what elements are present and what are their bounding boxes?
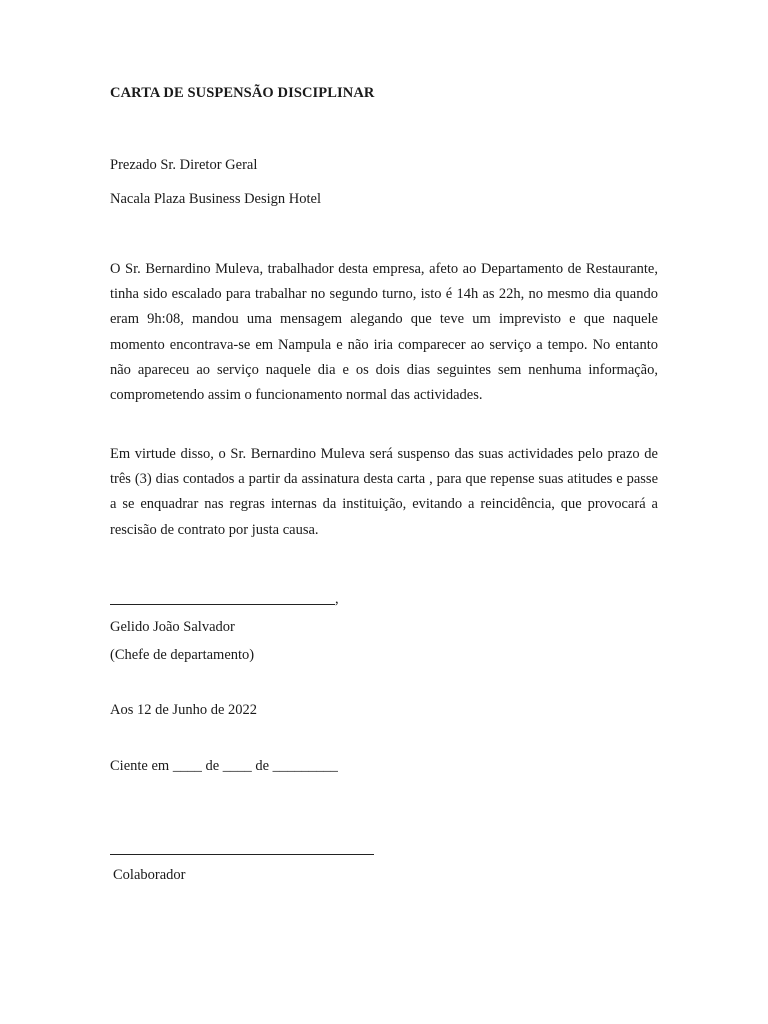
recipient-organization: Nacala Plaza Business Design Hotel: [110, 191, 322, 207]
paragraph-suspension: Em virtude disso, o Sr. Bernardino Muleva será suspenso das suas actividades pelo prazo de três (3) dias contados a partir da assinatura desta carta , para que repense suas atitudes e passe a se enquadrar nas regras internas da instituição, evitando a reincidência, que provocará a rescisão de contrato por justa causa.: [110, 446, 658, 538]
acknowledgement-line: Ciente em ____ de ____ de _________: [110, 758, 338, 774]
letter-title: CARTA DE SUSPENSÃO DISCIPLINAR: [110, 85, 375, 101]
signature-line-manager: [110, 604, 335, 605]
collaborator-label: Colaborador: [113, 867, 186, 883]
signer-role: (Chefe de departamento): [110, 647, 255, 663]
signature-line-comma: ,: [335, 591, 339, 607]
signature-line-collaborator: [110, 854, 374, 855]
date-line: Aos 12 de Junho de 2022: [110, 702, 258, 718]
signer-name: Gelido João Salvador: [110, 619, 235, 635]
salutation: Prezado Sr. Diretor Geral: [110, 157, 258, 173]
paragraph-incident: O Sr. Bernardino Muleva, trabalhador desta empresa, afeto ao Departamento de Restaurante, tinha sido escalado para trabalhar no segundo turno, isto é 14h as 22h, no mesmo dia quando eram 9h:08, mandou uma mensagem alegando que teve um imprevisto e que naquele momento encontrava-se em Nampula e não iria comparecer ao serviço a tempo. No entanto não apareceu ao serviço naquele dia e os dois dias seguintes sem nenhuma informação, comprometendo assim o funcionamento normal das actividades.: [110, 261, 658, 404]
